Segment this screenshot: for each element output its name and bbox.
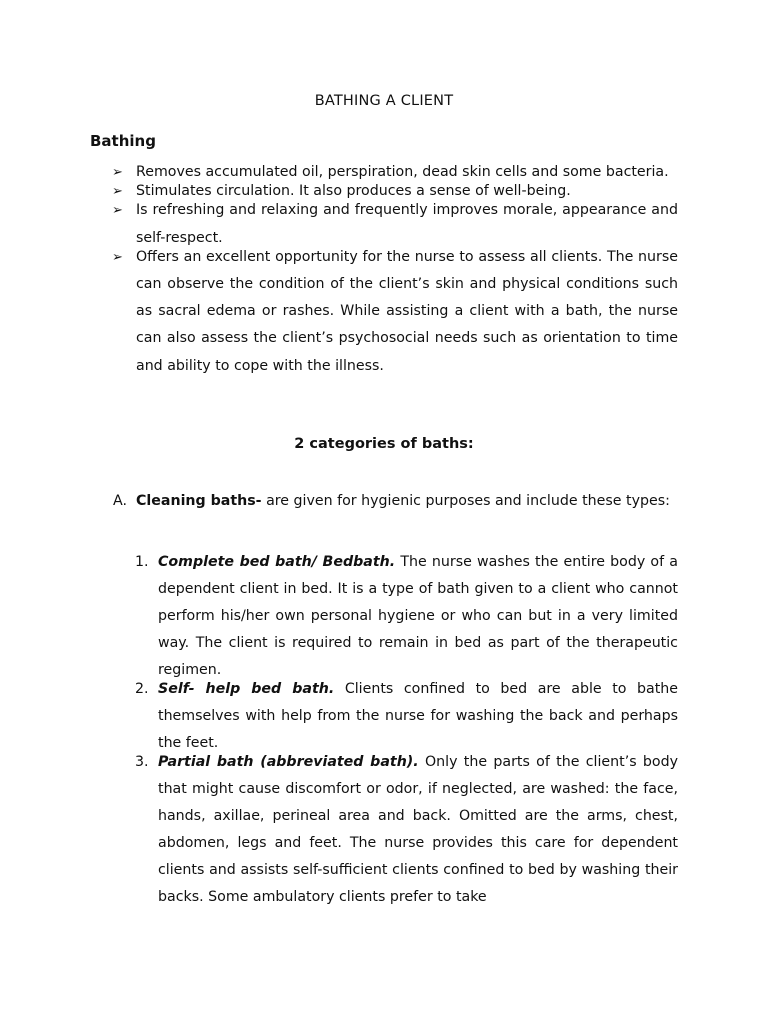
list-number: 1. <box>135 554 149 570</box>
list-number: 3. <box>135 754 149 770</box>
arrow-bullet-icon: ➢ <box>112 203 123 219</box>
bullet-text: Is refreshing and relaxing and frequently improves morale, appearance and self-respect. <box>136 202 678 246</box>
category-a <box>113 488 678 515</box>
bathing-bullet-list <box>112 159 678 380</box>
bath-type-description: The nurse washes the entire body of a dependent client in bed. It is a type of bath given to a client who cannot perform his/her own personal hygiene or who can but in a very limited way. The client is required to remain in bed as part of the therapeutic regimen. <box>158 554 678 678</box>
list-number: 2. <box>135 681 149 697</box>
bullet-item <box>112 244 678 380</box>
section-heading-bathing: Bathing <box>90 132 156 150</box>
bath-type-description: Clients confined to bed are able to bathe themselves with help from the nurse for washing the back and perhaps the feet. <box>158 681 679 751</box>
arrow-bullet-icon: ➢ <box>112 184 123 200</box>
arrow-bullet-icon: ➢ <box>112 165 123 180</box>
bullet-text: Stimulates circulation. It also produces a sense of well-being. <box>136 183 571 200</box>
arrow-bullet-icon: ➢ <box>112 249 123 265</box>
categories-heading: 2 categories of baths: <box>294 436 474 452</box>
bullet-text: Offers an excellent opportunity for the nurse to assess all clients. The nurse can observe the condition of the client’s skin and physical conditions such as sacral edema or rashes. While assisting a client with a bath, the nurse can also assess the client’s psychosocial needs such as orientation to time and ability to cope with the illness. <box>136 248 678 374</box>
category-letter: A. <box>113 493 127 509</box>
list-item <box>135 549 678 684</box>
bath-type-term: Partial bath (abbreviated bath). <box>158 754 419 770</box>
bath-type-term: Complete bed bath/ Bedbath. <box>158 554 396 570</box>
bath-type-term: Self- help bed bath. <box>158 681 335 697</box>
category-description: are given for hygienic purposes and include these types: <box>261 493 670 509</box>
bath-types-list <box>135 549 678 911</box>
category-term: Cleaning baths- <box>136 493 262 509</box>
bath-type-description: Only the parts of the client’s body that might cause discomfort or odor, if neglected, are washed: the face, hands, axillae, perineal area and back. Omitted are the arms, chest, abdomen, legs and feet. The nurse provides this care for dependent clients and assists self-sufficient clients confined to bed by washing their backs. Some ambulatory clients prefer to take <box>158 754 678 905</box>
list-item <box>135 676 678 757</box>
document-title: BATHING A CLIENT <box>314 93 454 109</box>
bullet-text: Removes accumulated oil, perspiration, dead skin cells and some bacteria. <box>136 164 669 180</box>
list-item <box>135 749 678 911</box>
